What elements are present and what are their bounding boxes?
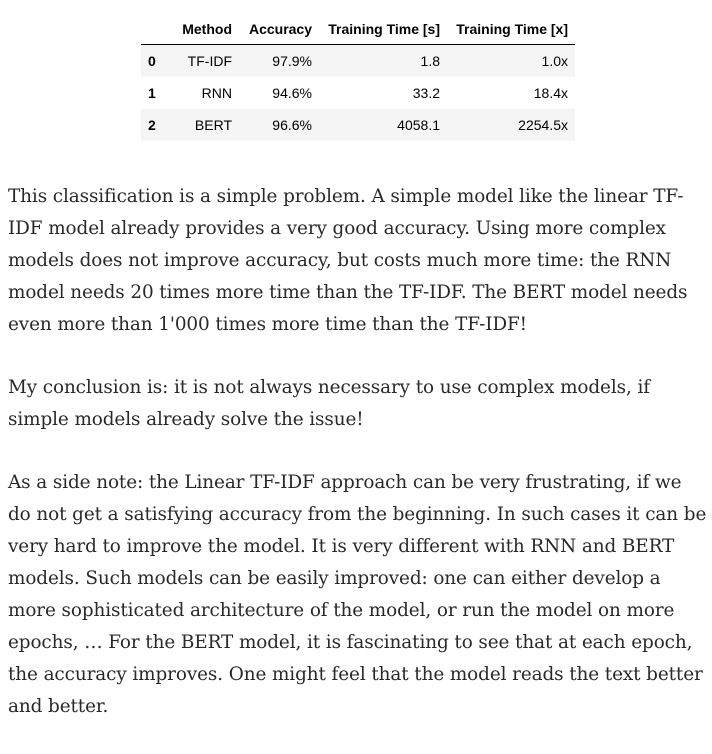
cell-accuracy: 94.6% <box>272 84 312 101</box>
cell-method: BERT <box>194 116 232 133</box>
results-table <box>141 13 575 141</box>
cell-training-time-ratio: 1.0x <box>541 52 568 69</box>
article-body <box>8 181 708 754</box>
row-index: 0 <box>148 52 156 69</box>
cell-training-time-seconds: 1.8 <box>420 52 440 69</box>
paragraph-side-note: As a side note: the Linear TF-IDF approach can be very frustrating, if we do not get a satisfying accuracy from the beginning. In such cases it can be very hard to improve the model. It is very different with RNN and BERT models. Such models can be easily improved: one can either develop a more sophisticated architecture of the model, or run the model on more epochs, … For the BERT model, it is fascinating to see that at each epoch, the accuracy improves. One might feel that the model reads the text better and better. <box>8 472 707 717</box>
cell-training-time-seconds: 4058.1 <box>397 116 440 133</box>
row-index: 2 <box>148 116 156 133</box>
results-table-container <box>141 13 575 141</box>
paragraph-results-summary: This classification is a simple problem. A simple model like the linear TF-IDF model already provides a very good accuracy. Using more complex models does not improve accuracy, but costs much more time: the RNN model needs 20 times more time than the TF-IDF. The BERT model needs even more than 1'000 times more time than the TF-IDF! <box>8 186 688 335</box>
row-index: 1 <box>148 84 156 101</box>
header-method: Method <box>171 13 239 45</box>
table-row <box>141 109 575 141</box>
table-row <box>141 45 575 77</box>
cell-accuracy: 97.9% <box>272 52 312 69</box>
cell-accuracy: 96.6% <box>272 116 312 133</box>
header-training-time-seconds: Training Time [s] <box>319 13 447 45</box>
header-training-time-ratio: Training Time [x] <box>447 13 575 45</box>
cell-method: TF-IDF <box>187 52 232 69</box>
table-header-row <box>141 13 575 45</box>
table-row <box>141 77 575 109</box>
header-index <box>141 13 171 45</box>
cell-training-time-seconds: 33.2 <box>412 84 440 101</box>
cell-training-time-ratio: 18.4x <box>533 84 568 101</box>
cell-method: RNN <box>201 84 232 101</box>
cell-training-time-ratio: 2254.5x <box>518 116 568 133</box>
header-accuracy: Accuracy <box>239 13 319 45</box>
paragraph-conclusion: My conclusion is: it is not always necessary to use complex models, if simple models already solve the issue! <box>8 377 650 430</box>
